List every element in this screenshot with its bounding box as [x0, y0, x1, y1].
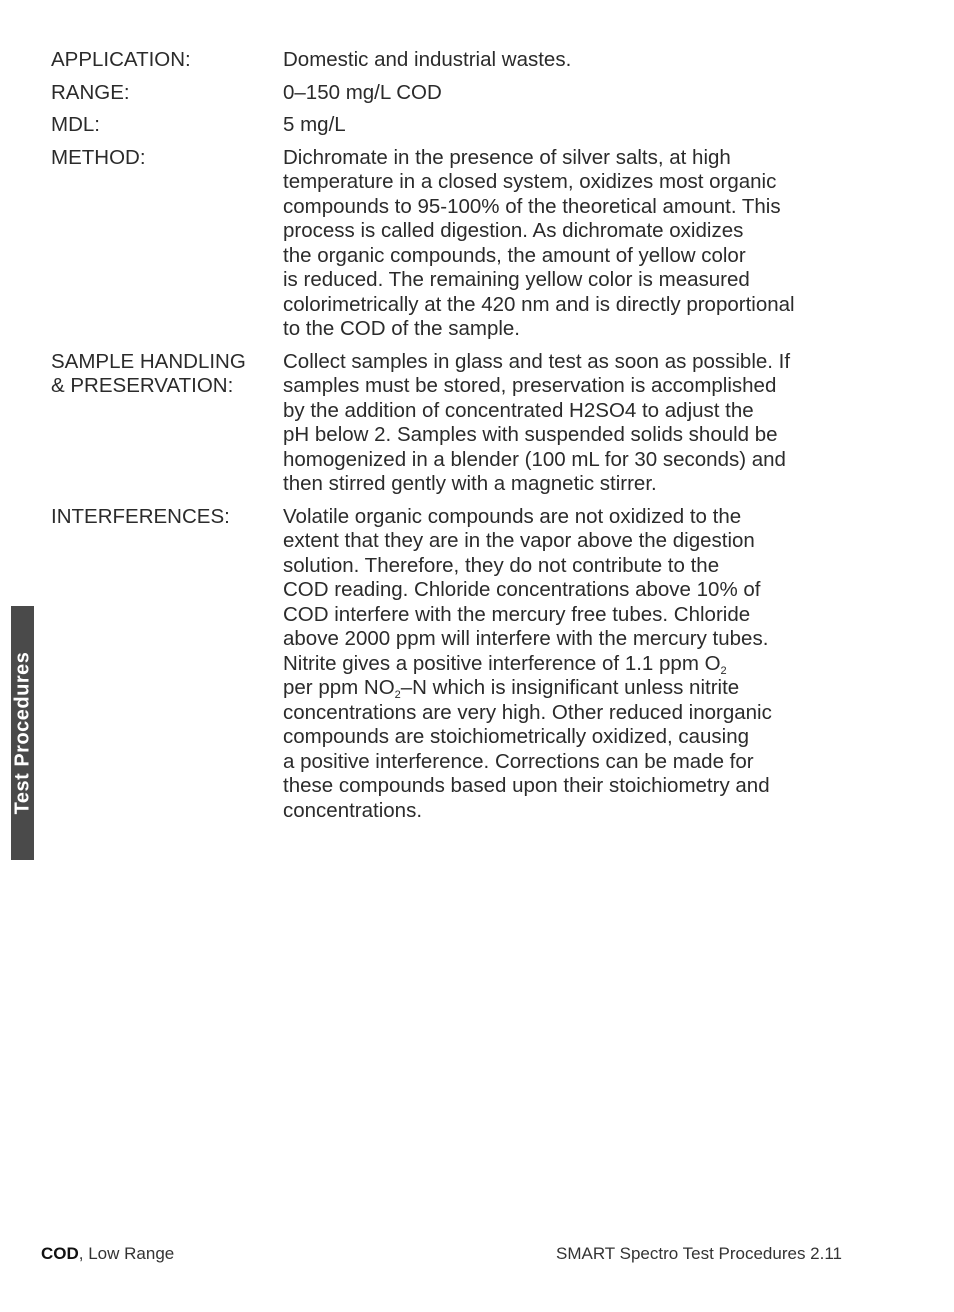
text-line: is reduced. The remaining yellow color is measured: [283, 268, 750, 291]
text-line: Collect samples in glass and test as soon as possible. If: [283, 349, 791, 373]
section-side-tab: [11, 606, 34, 860]
text-line: 0–150 mg/L COD: [283, 80, 442, 104]
text-line: colorimetrically at the 420 nm and is directly proportional: [283, 292, 795, 316]
footer-test-name: COD: [41, 1244, 79, 1263]
text-line: pH below 2. Samples with suspended solids should be: [283, 423, 778, 446]
interferences-value: [283, 505, 823, 824]
footer-title: [41, 1244, 174, 1264]
text-line: 5 mg/L: [283, 113, 346, 136]
footer-page-info: SMART Spectro Test Procedures 2.11: [556, 1244, 842, 1263]
method-label: METHOD:: [51, 145, 146, 169]
text-line: compounds to 95-100% of the theoretical amount. This: [283, 194, 781, 218]
mdl-label: MDL:: [51, 113, 100, 136]
text-line: solution. Therefore, they do not contribute to the: [283, 553, 720, 577]
sample-handling-row: [51, 350, 841, 497]
side-tab-label: Test Procedures: [11, 651, 33, 815]
method-value: [283, 146, 823, 342]
text-line: Domestic and industrial wastes.: [283, 48, 572, 71]
text-line: concentrations.: [283, 798, 423, 822]
text-line: samples must be stored, preservation is accomplished: [283, 374, 777, 397]
text-line: homogenized in a blender (100 mL for 30 seconds) and: [283, 447, 786, 471]
text-line: Volatile organic compounds are not oxidized to the: [283, 504, 742, 528]
text-line: by the addition of concentrated H2SO4 to adjust the: [283, 398, 754, 422]
application-label: APPLICATION:: [51, 48, 191, 71]
nitrite-text: per ppm NO: [283, 676, 395, 699]
text-line: Dichromate in the presence of silver salts, at high: [283, 145, 731, 169]
footer-range: , Low Range: [78, 1244, 175, 1263]
subscript: 2: [394, 689, 401, 701]
range-row: [51, 81, 841, 106]
text-line: extent that they are in the vapor above the digestion: [283, 529, 755, 552]
nitrite-text: Nitrite gives a positive interference of 1.1 ppm O: [283, 651, 721, 675]
text-line: COD interfere with the mercury free tubes. Chloride: [283, 602, 751, 626]
application-value: [283, 48, 823, 73]
range-label: RANGE:: [51, 80, 130, 104]
text-line: to the COD of the sample.: [283, 317, 521, 340]
text-line: above 2000 ppm will interfere with the mercury tubes.: [283, 627, 769, 650]
text-line: then stirred gently with a magnetic stirrer.: [283, 472, 657, 495]
text-line: compounds are stoichiometrically oxidized, causing: [283, 725, 750, 748]
text-line: a positive interference. Corrections can be made for: [283, 749, 754, 773]
nitrite-line: [283, 652, 823, 677]
mdl-value: [283, 113, 823, 138]
text-line: the organic compounds, the amount of yellow color: [283, 243, 746, 267]
method-row: [51, 146, 841, 342]
text-line: COD reading. Chloride concentrations above 10% of: [283, 578, 761, 601]
mdl-row: [51, 113, 841, 138]
text-line: these compounds based upon their stoichiometry and: [283, 774, 770, 797]
application-row: [51, 48, 841, 73]
range-value: [283, 81, 823, 106]
procedure-content: [51, 48, 841, 831]
nitrite-text: –N which is insignificant unless nitrite: [400, 676, 740, 699]
nitrite-line: [283, 676, 823, 701]
subscript: 2: [720, 664, 727, 677]
text-line: temperature in a closed system, oxidizes most organic: [283, 170, 777, 193]
text-line: concentrations are very high. Other reduced inorganic: [283, 700, 772, 724]
sample-handling-value: [283, 350, 823, 497]
sample-handling-label: SAMPLE HANDLING & PRESERVATION:: [51, 349, 246, 397]
interferences-label: INTERFERENCES:: [51, 504, 230, 528]
interferences-row: [51, 505, 841, 824]
text-line: process is called digestion. As dichromate oxidizes: [283, 219, 744, 242]
